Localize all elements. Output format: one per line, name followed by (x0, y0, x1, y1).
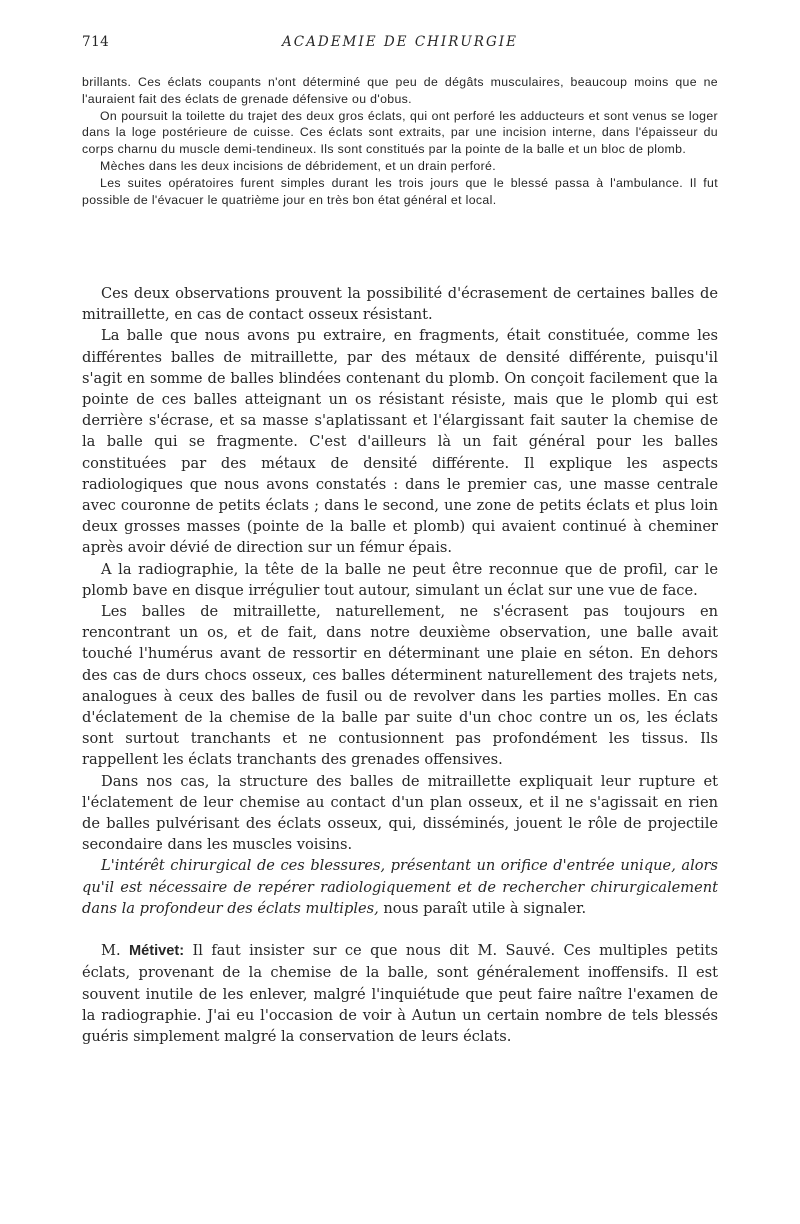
conclusion-paragraph (82, 855, 718, 919)
small-paragraph: brillants. Ces éclats coupants n'ont déterminé que peu de dégâts musculaires, beaucoup moins que ne l'auraient fait des éclats de grenade défensive ou d'obus. (82, 75, 718, 106)
page-number: 714 (82, 34, 110, 50)
main-discussion (82, 283, 718, 1047)
body-paragraph: Les balles de mitraillette, naturellement, ne s'écrasent pas toujours en rencontrant un os, et de fait, dans notre deuxième observation, une balle avait touché l'humérus avant de ressortir en déterminant une plaie en séton. En dehors des cas de durs chocs osseux, ces balles déterminent naturellement des trajets nets, analogues à ceux des balles de fusil ou de revolver dans les parties molles. En cas d'éclatement de la chemise de la balle par suite d'un choc contre un os, les éclats sont surtout tranchants et ne contusionnent pas profondément les tissus. Ils rappellent les éclats tranchants des grenades offensives. (82, 603, 718, 769)
case-report-continuation (82, 74, 718, 208)
body-paragraph: A la radiographie, la tête de la balle ne peut être reconnue que de profil, car le plomb bave en disque irrégulier tout autour, simulant un éclat sur une vue de face. (82, 560, 718, 599)
speaker-colon: : (179, 943, 185, 960)
body-paragraph: La balle que nous avons pu extraire, en fragments, était constituée, comme les différentes balles de mitraillette, par des métaux de densité différente, puisqu'il s'agit en somme de balles blindées contenant du plomb. On conçoit facilement que la pointe de ces balles atteignant un os résistant résiste, mais que le plomb qui est derrière s'écrase, et sa masse s'aplatissant et l'élargissant fait sauter la chemise de la balle qui se fragmente. C'est d'ailleurs là un fait général pour les balles constituées par des métaux de densité différente. Il explique les aspects radiologiques que nous avons constatés : dans le premier cas, une masse centrale avec couronne de petits éclats ; dans le second, une zone de petits éclats et plus loin deux grosses masses (pointe de la balle et plomb) qui avaient continué à cheminer après avoir dévié de direction sur un fémur épais. (82, 327, 718, 557)
conclusion-italic: L'intérêt chirurgical de ces blessures, présentant un orifice d'entrée unique, alors qu'il est nécessaire de repérer radiologiquement et de rechercher chirurgicalement dans la profondeur des éclats multiples, (82, 857, 718, 917)
body-paragraph: Ces deux observations prouvent la possibilité d'écrasement de certaines balles de mitraillette, en cas de contact osseux résistant. (82, 285, 718, 324)
small-paragraph: On poursuit la toilette du trajet des deux gros éclats, qui ont perforé les adducteurs et sont venus se loger dans la loge postérieure de cuisse. Ces éclats sont extraits, par une incision interne, dans l'épaisseur du corps charnu du muscle demi-tendineux. Ils sont constitués par la pointe de la balle et un bloc de plomb. (82, 108, 718, 157)
discussion-paragraph (82, 940, 718, 1047)
speaker-prefix: M. (101, 942, 129, 960)
discussion-text: Il faut insister sur ce que nous dit M. Sauvé. Ces multiples petits éclats, provenant de la chemise de la balle, sont généralement inoffensifs. Il est souvent inutile de les enlever, malgré l'inquiétude que peut faire naître l'examen de la radiographie. J'ai eu l'occasion de voir à Autun un certain nombre de tels blessés guéris simplement malgré la conservation de leurs éclats. (82, 942, 718, 1045)
speaker-name: Métivet (128, 943, 180, 960)
running-title: ACADEMIE DE CHIRURGIE (282, 34, 518, 50)
page-header (82, 34, 718, 54)
body-paragraph: Dans nos cas, la structure des balles de mitraillette expliquait leur rupture et l'éclatement de leur chemise au contact d'un plan osseux, et il ne s'agissait en rien de balles pulvérisant des éclats osseux, qui, disséminés, jouent le rôle de projectile secondaire dans les muscles voisins. (82, 772, 718, 854)
conclusion-roman: nous paraît utile à signaler. (378, 899, 587, 917)
small-paragraph: Les suites opératoires furent simples durant les trois jours que le blessé passa à l'ambulance. Il fut possible de l'évacuer le quatrième jour en très bon état général et local. (82, 175, 718, 207)
small-paragraph: Mèches dans les deux incisions de débridement, et un drain perforé. (100, 158, 496, 173)
